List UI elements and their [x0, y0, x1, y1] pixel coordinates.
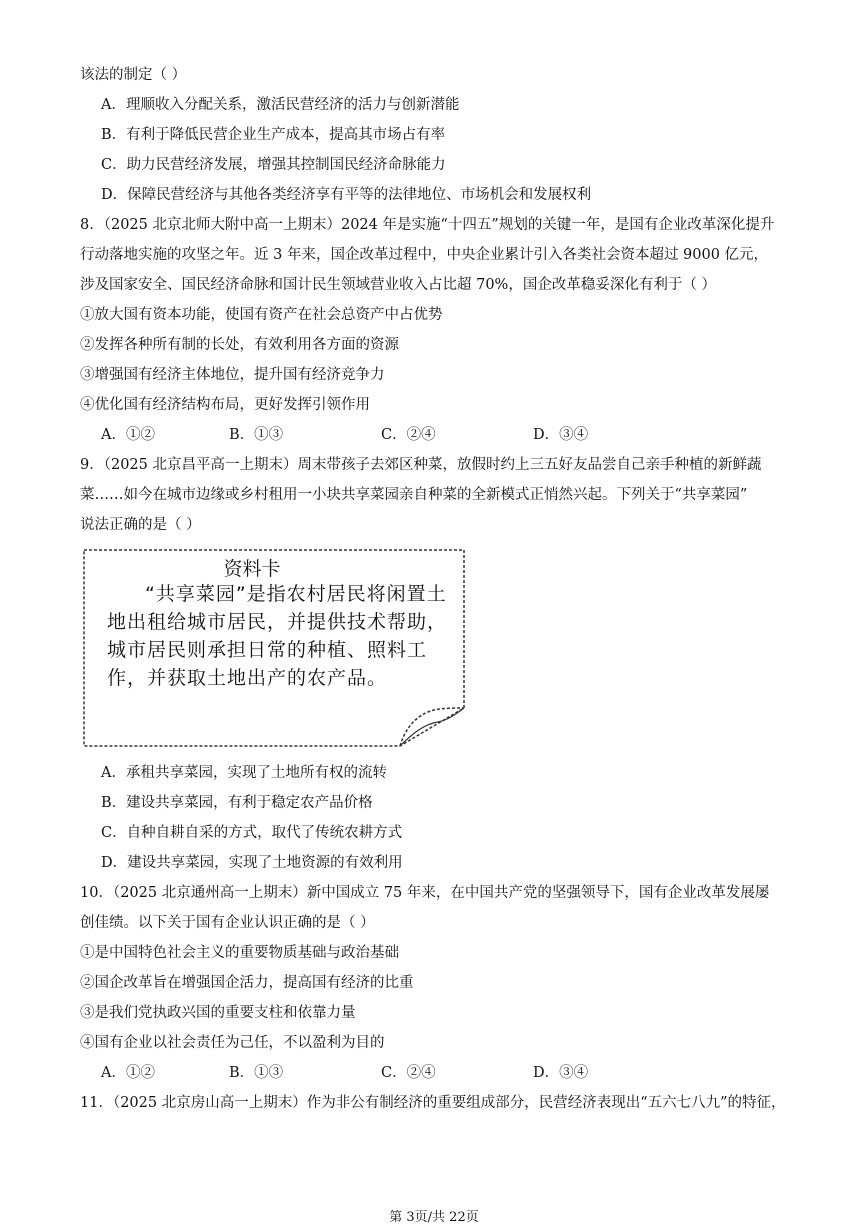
q8-stem-line-2: 行动落地实施的攻坚之年。近 3 年来，国企改革过程中，中央企业累计引入各类社会资本超过 9000 亿元， [80, 247, 769, 263]
q10-item-1: ①是中国特色社会主义的重要物质基础与政治基础 [80, 945, 399, 961]
q10-stem-line-2: 创佳绩。以下关于国有企业认识正确的是（ ） [80, 915, 375, 931]
q7-option-c: C．助力民营经济发展，增强其控制国民经济命脉能力 [101, 157, 446, 173]
q9-option-b: B．建设共享菜园，有利于稳定农产品价格 [101, 795, 373, 811]
q8-item-2: ②发挥各种所有制的长处，有效利用各方面的资源 [80, 337, 399, 353]
q9-option-d: D．建设共享菜园，实现了土地资源的有效利用 [101, 855, 403, 871]
data-card-title: 资料卡 [223, 558, 281, 580]
q10-stem-line-1: 10．（2025 北京通州高一上期末）新中国成立 75 年来，在中国共产党的坚强领导下，国有企业改革发展屡 [80, 885, 770, 901]
data-card-text: “共享菜园”是指农村居民将闲置土地出租给城市居民，并提供技术帮助，城市居民则承担日常的种植、照料工作，并获取土地出产的农产品。 [107, 583, 448, 689]
q8-stem-line-3: 涉及国家安全、国民经济命脉和国计民生领域营业收入占比超 70%，国企改革稳妥深化有利于（ ） [80, 277, 716, 293]
q7-stem-end: 该法的制定（ ） [80, 67, 187, 83]
q10-item-2: ②国企改革旨在增强国企活力，提高国有经济的比重 [80, 975, 414, 991]
q10-choice-a: A．①② [101, 1065, 155, 1081]
q10-choice-d: D．③④ [533, 1065, 589, 1081]
q8-choice-b: B．①③ [229, 427, 284, 443]
q9-option-a: A．承租共享菜园，实现了土地所有权的流转 [101, 765, 387, 781]
q7-option-d: D．保障民营经济与其他各类经济享有平等的法律地位、市场机会和发展权利 [101, 187, 592, 203]
data-card [82, 548, 466, 748]
q8-choice-a: A．①② [101, 427, 155, 443]
q7-option-a: A．理顺收入分配关系，激活民营经济的活力与创新潜能 [101, 97, 460, 113]
q8-item-1: ①放大国有资本功能，使国有资产在社会总资产中占优势 [80, 307, 443, 323]
q9-stem-line-1: 9．（2025 北京昌平高一上期末）周末带孩子去郊区种菜，放假时约上三五好友品尝自己亲手种植的新鲜蔬 [80, 457, 762, 473]
q8-stem-line-1: 8．（2025 北京北师大附中高一上期末）2024 年是实施“十四五”规划的关键一年，是国有企业改革深化提升 [80, 217, 775, 233]
q9-option-c: C．自种自耕自采的方式，取代了传统农耕方式 [101, 825, 403, 841]
q10-item-3: ③是我们党执政兴国的重要支柱和依靠力量 [80, 1005, 356, 1021]
q10-choice-b: B．①③ [229, 1065, 284, 1081]
q8-choice-d: D．③④ [533, 427, 589, 443]
q9-stem-line-3: 说法正确的是（ ） [80, 517, 201, 533]
q9-stem-line-2: 菜……如今在城市边缘或乡村租用一小块共享菜园亲自种菜的全新模式正悄然兴起。下列关于“共享菜园” [80, 487, 748, 503]
q8-choice-c: C．②④ [381, 427, 436, 443]
q11-stem-line-1: 11．（2025 北京房山高一上期末）作为非公有制经济的重要组成部分，民营经济表现出“五六七八九”的特征， [80, 1095, 786, 1111]
q7-option-b: B．有利于降低民营企业生产成本，提高其市场占有率 [101, 127, 446, 143]
q8-item-3: ③增强国有经济主体地位，提升国有经济竞争力 [80, 367, 385, 383]
q10-item-4: ④国有企业以社会责任为己任，不以盈利为目的 [80, 1035, 385, 1051]
q8-item-4: ④优化国有经济结构布局，更好发挥引领作用 [80, 397, 370, 413]
q10-choice-c: C．②④ [381, 1065, 436, 1081]
page-number: 第 3页/共 22页 [389, 1210, 479, 1225]
